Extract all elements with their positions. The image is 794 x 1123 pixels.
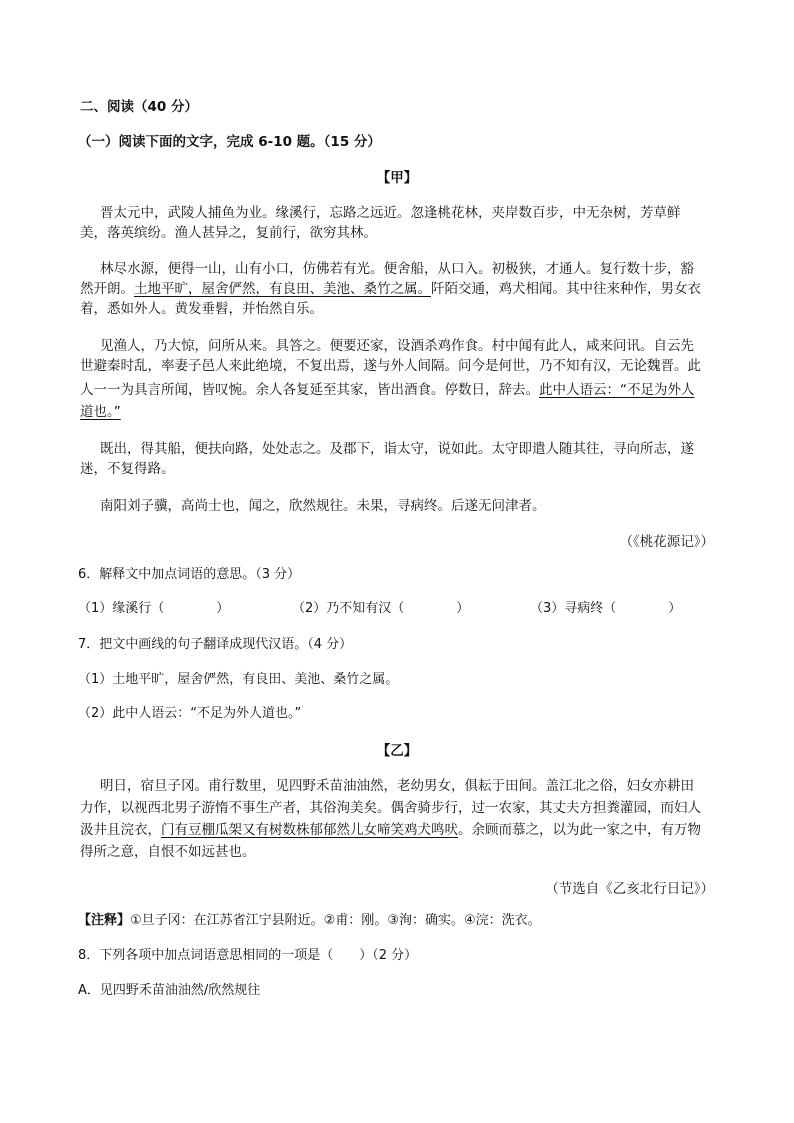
yi-line2: 力作，以视西北男子游惰不事生产者，其俗洵美矣。偶舍骑步行，过一农家，其丈夫方担粪灌园，而妇人 [80, 800, 701, 816]
annotation-text: ①旦子冈：在江苏省江宁县附近。②甫：刚。③洵：确实。④浣：洗衣。 [130, 913, 541, 928]
jia-p2-line3: 着，悉如外人。黄发垂髫，并怡然自乐。 [80, 301, 323, 317]
jia-source: （《桃花源记》） [619, 534, 714, 550]
underlined-sentence-3: 门有豆棚瓜架又有树数株郁郁然儿女啼笑鸡犬鸣吠 [161, 822, 458, 838]
jia-p2-line2-end: 阡陌交通，鸡犬相闻。其中往来种作，男女衣 [431, 281, 701, 297]
q8-option-a: A．见四野禾苗油油然/欣然规往 [78, 983, 261, 998]
jia-heading: 【甲】 [376, 170, 418, 186]
q8-stem: 8．下列各项中加点词语意思相同的一项是（ ）（2 分） [78, 948, 418, 963]
part1-title: （一）阅读下面的文字，完成 6-10 题。（15 分） [78, 134, 381, 150]
yi-line4: 得所之意，自恨不如远甚也。 [80, 844, 256, 860]
jia-p1-line1: 晋太元中，武陵人捕鱼为业。缘溪行，忘路之远近。忽逢桃花林，夹岸数百步，中无杂树，芳草鲜 [100, 205, 681, 221]
underlined-sentence-2: 此中人语云：“不足为外人 [539, 382, 695, 398]
yi-heading: 【乙】 [376, 743, 418, 759]
underlined-sentence-1: 土地平旷，屋舍俨然，有良田、美池、桑竹之属。 [134, 281, 431, 297]
jia-p4-line1: 既出，得其船，便扶向路，处处志之。及郡下，诣太守，说如此。太守即遣人随其往，寻向所志，遂 [100, 441, 694, 457]
q7-stem: 7．把文中画线的句子翻译成现代汉语。（4 分） [78, 637, 353, 652]
q7-answer-1: （1）土地平旷，屋舍俨然，有良田、美池、桑竹之属。 [78, 672, 399, 687]
yi-line3 [80, 821, 701, 839]
underlined-sentence-2-end: 道也。” [80, 404, 121, 420]
section-title: 二、阅读（40 分） [80, 99, 198, 115]
q7-answer-2: （2）此中人语云：“不足为外人道也。” [78, 706, 302, 721]
annotation [78, 912, 541, 930]
yi-line3-end: 。余顾而慕之，以为此一家之中，有万物 [458, 822, 701, 838]
q6-answer-3: （3）寻病终（ ） [530, 601, 682, 616]
q6-stem: 6．解释文中加点词语的意思。（3 分） [78, 567, 301, 582]
jia-p3-line3 [80, 381, 695, 399]
yi-source: （节选自《乙亥北行日记》） [545, 881, 714, 897]
annotation-label: 【注释】 [78, 913, 131, 928]
jia-p4-line2: 迷，不复得路。 [80, 461, 175, 477]
q6-answer-2: （2）乃不知有汉（ ） [292, 601, 470, 616]
q6-answer-1: （1）缘溪行（ ） [78, 601, 230, 616]
jia-p5-line1: 南阳刘子骥，高尚士也，闻之，欣然规往。未果，寻病终。后遂无问津者。 [100, 498, 546, 514]
yi-line1: 明日，宿旦子冈。甫行数里，见四野禾苗油油然，老幼男女，俱耘于田间。盖江北之俗，妇女亦耕田 [100, 778, 694, 794]
yi-line3-start: 汲井且浣衣， [80, 822, 161, 838]
jia-p3-line2: 世避秦时乱，率妻子邑人来此绝境，不复出焉，遂与外人间隔。问今是何世，乃不知有汉，无论魏晋。此 [80, 358, 701, 374]
jia-p1-line2: 美，落英缤纷。渔人甚异之，复前行，欲穷其林。 [80, 225, 377, 241]
jia-p3-line3-start: 人一一为具言所闻，皆叹惋。余人各复延至其家，皆出酒食。停数日，辞去。 [80, 382, 539, 398]
jia-p2-line2 [80, 280, 701, 298]
jia-p2-line1: 林尽水源，便得一山，山有小口，仿佛若有光。便舍船，从口入。初极狭，才通人。复行数十步，豁 [100, 261, 694, 277]
jia-p2-line2-start: 然开朗。 [80, 281, 134, 297]
jia-p3-line1: 见渔人，乃大惊，问所从来。具答之。便要还家，设酒杀鸡作食。村中闻有此人，咸来问讯。自云先 [100, 338, 694, 354]
